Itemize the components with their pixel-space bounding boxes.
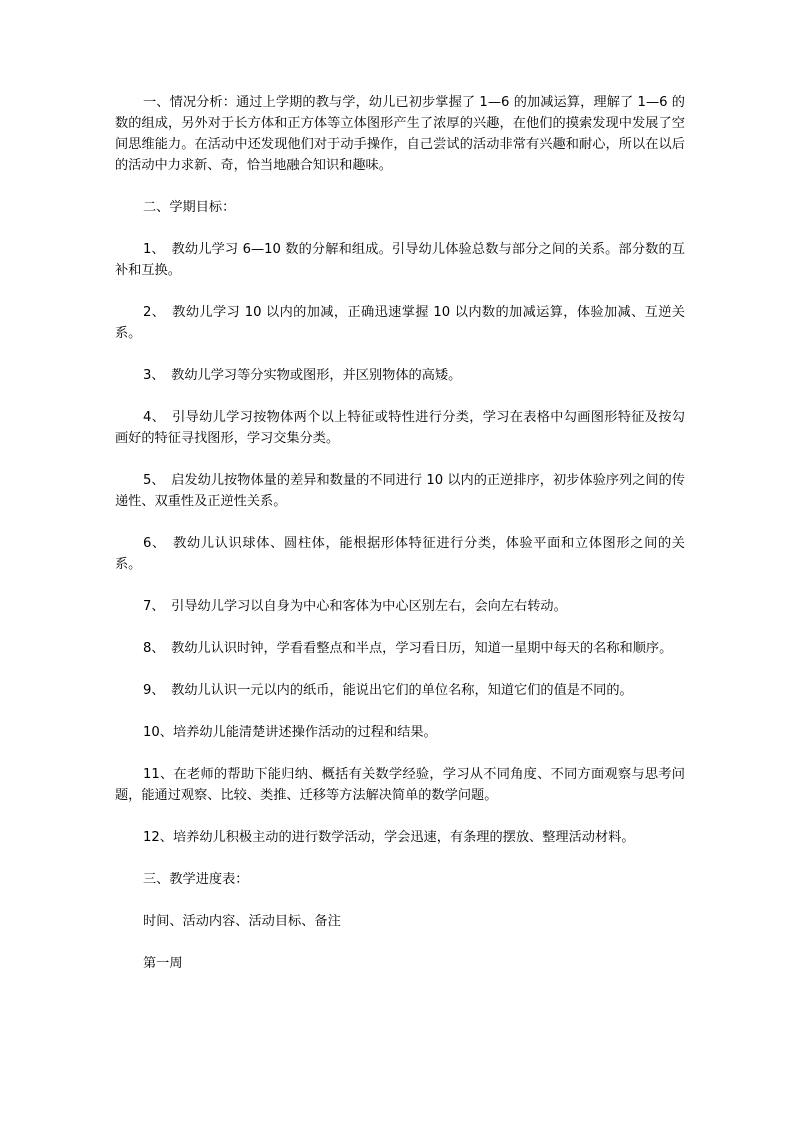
- goal-item-7: 7、 引导幼儿学习以自身为中心和客体为中心区别左右，会向左右转动。: [143, 599, 567, 614]
- goal-item-2: 2、 教幼儿学习 10 以内的加减，正确迅速掌握 10 以内数的加减运算，体验加减、互逆关系。: [115, 305, 685, 341]
- goal-item-5: 5、 启发幼儿按物体量的差异和数量的不同进行 10 以内的正逆排序，初步体验序列之间的传递性、双重性及正逆性关系。: [115, 473, 685, 509]
- goal-item-9: 9、 教幼儿认识一元以内的纸币，能说出它们的单位名称，知道它们的值是不同的。: [143, 683, 633, 698]
- goal-item-4: 4、 引导幼儿学习按物体两个以上特征或特性进行分类，学习在表格中勾画图形特征及按勾画好的特征寻找图形，学习交集分类。: [115, 410, 685, 446]
- goal-item-6: 6、 教幼儿认识球体、圆柱体，能根据形体特征进行分类，体验平面和立体图形之间的关系。: [115, 536, 685, 572]
- schedule-columns-line: 时间、活动内容、活动目标、备注: [143, 914, 341, 929]
- goal-item-10: 10、培养幼儿能清楚讲述操作活动的过程和结果。: [143, 725, 437, 740]
- document-body: [115, 92, 685, 995]
- schedule-week-1: 第一周: [143, 956, 183, 971]
- goal-item-3: 3、 教幼儿学习等分实物或图形，并区别物体的高矮。: [143, 368, 462, 383]
- goal-item-11: 11、在老师的帮助下能归纳、概括有关数学经验，学习从不同角度、不同方面观察与思考问题，能通过观察、比较、类推、迁移等方法解决简单的数学问题。: [115, 767, 685, 803]
- paragraph-situation-analysis: 一、情况分析：通过上学期的教与学，幼儿已初步掌握了 1—6 的加减运算，理解了 1—6 的数的组成，另外对于长方体和正方体等立体图形产生了浓厚的兴趣，在他们的摸索发现中发展了空间思维能力。在活动中还发现他们对于动手操作，自己尝试的活动非常有兴趣和耐心，所以在以后的活动中力求新、奇，恰当地融合知识和趣味。: [115, 95, 685, 173]
- goal-item-8: 8、 教幼儿认识时钟，学看看整点和半点，学习看日历，知道一星期中每天的名称和顺序。: [143, 641, 673, 656]
- goal-item-1: 1、 教幼儿学习 6—10 数的分解和组成。引导幼儿体验总数与部分之间的关系。部分数的互补和互换。: [115, 242, 685, 278]
- goal-item-12: 12、培养幼儿积极主动的进行数学活动，学会迅速，有条理的摆放、整理活动材料。: [143, 830, 635, 845]
- heading-semester-goals: 二、学期目标：: [143, 200, 236, 215]
- heading-teaching-schedule: 三、教学进度表：: [143, 872, 249, 887]
